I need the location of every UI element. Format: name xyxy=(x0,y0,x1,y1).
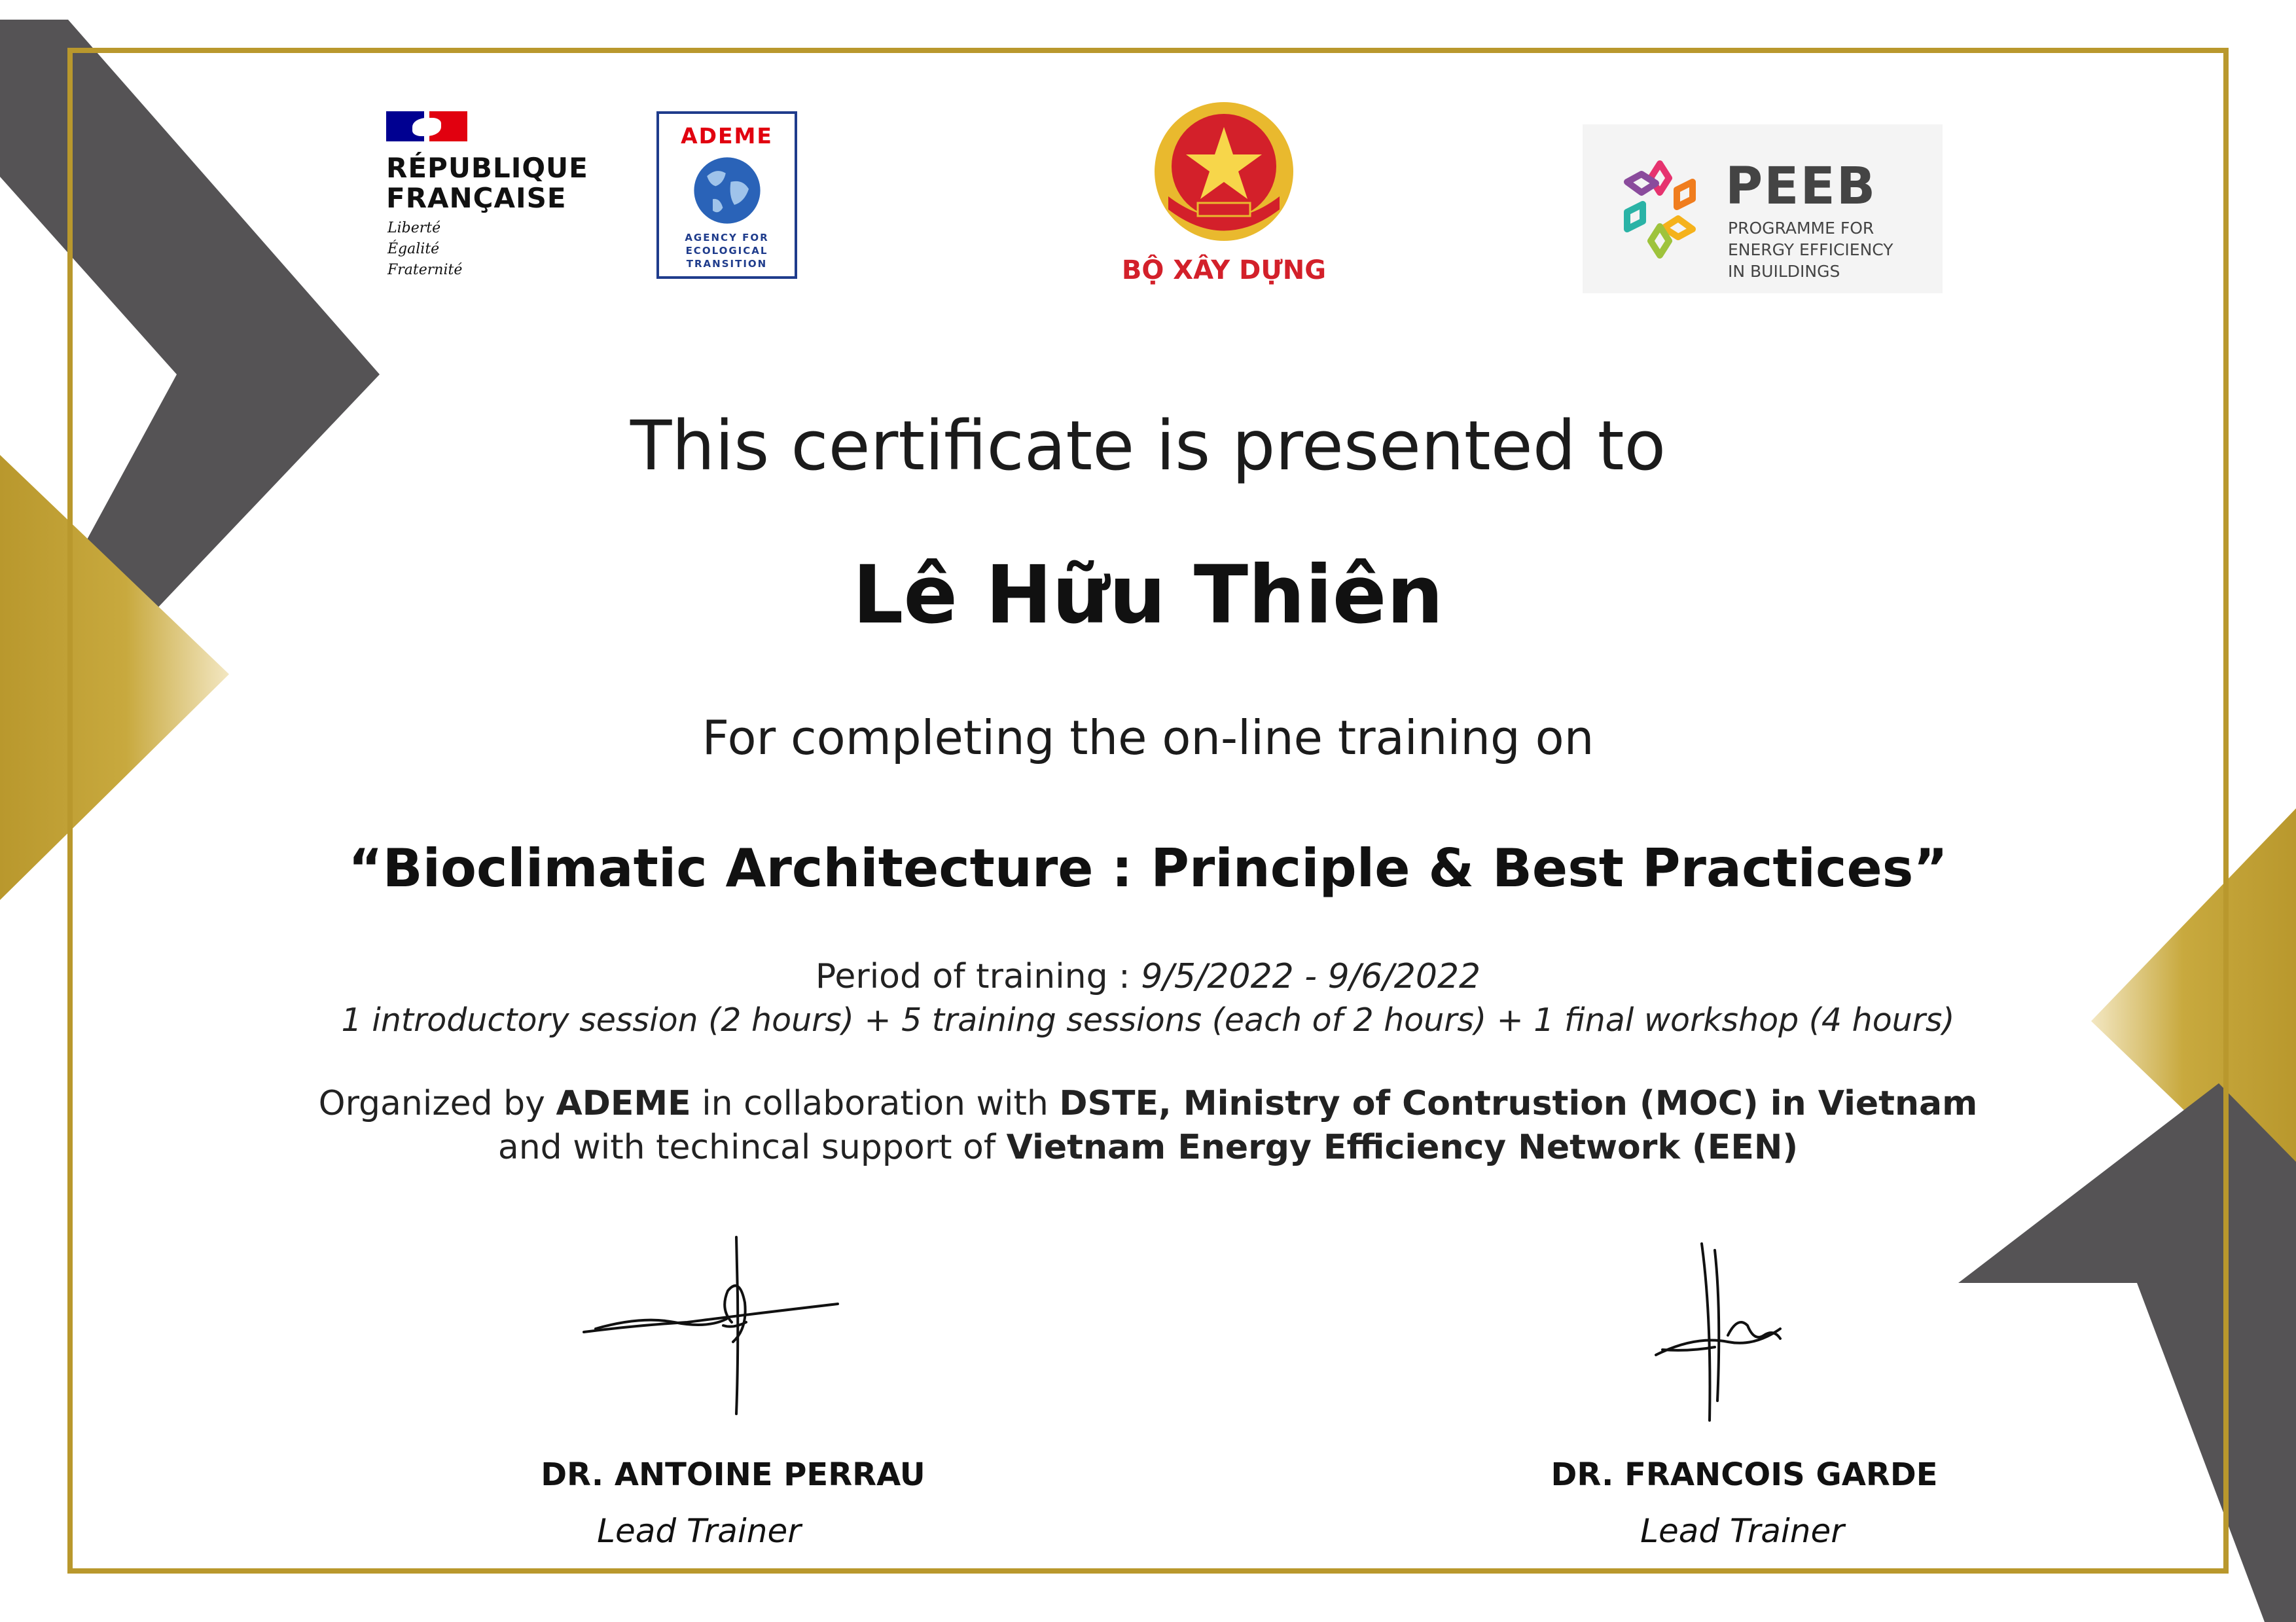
peeb-name: PEEB xyxy=(1725,157,1877,216)
peeb-sub2: ENERGY EFFICIENCY xyxy=(1728,240,1893,259)
bo-xay-dung-name: BỘ XÂY DỰNG xyxy=(1121,255,1327,285)
ademe-sub1: AGENCY FOR xyxy=(685,232,769,243)
rf-line2: FRANÇAISE xyxy=(386,182,567,214)
org-ademe: ADEME xyxy=(556,1084,691,1123)
course-title: “Bioclimatic Architecture : Principle & Best Practices” xyxy=(348,838,1948,899)
rf-motto3: Fraternité xyxy=(387,262,463,278)
signatory-1-role: Lead Trainer xyxy=(597,1512,801,1550)
bo-xay-dung-logo xyxy=(1106,98,1342,295)
signatory-1-name: DR. ANTOINE PERRAU xyxy=(541,1456,925,1493)
org-collab: in collaboration with xyxy=(691,1084,1060,1123)
period-label: Period of training : xyxy=(815,957,1141,996)
organizer-line-1 xyxy=(0,1084,2296,1123)
presented-heading: This certificate is presented to xyxy=(630,406,1666,486)
flag-mark xyxy=(386,111,467,141)
ademe-logo xyxy=(656,111,797,279)
org-dste-moc: DSTE, Ministry of Contrustion (MOC) in Vietnam xyxy=(1059,1084,1978,1123)
peeb-sub3: IN BUILDINGS xyxy=(1728,262,1840,281)
org-support-prefix: and with techincal support of xyxy=(497,1128,1007,1167)
national-emblem-icon xyxy=(1142,98,1306,249)
rf-motto2: Égalité xyxy=(387,241,440,257)
org-een: Vietnam Energy Efficiency Network (EEN) xyxy=(1006,1128,1799,1167)
signature-francois-garde xyxy=(1649,1237,1846,1427)
training-period xyxy=(0,957,2296,996)
ademe-name: ADEME xyxy=(681,123,773,149)
rf-motto1: Liberté xyxy=(387,220,441,236)
peeb-flower-icon xyxy=(1601,151,1719,268)
ademe-sub2: ECOLOGICAL xyxy=(685,245,768,257)
org-prefix: Organized by xyxy=(318,1084,556,1123)
signature-antoine-perrau xyxy=(576,1231,851,1420)
recipient-name: Lê Hữu Thiên xyxy=(852,549,1444,641)
signatory-2-role: Lead Trainer xyxy=(1640,1512,1844,1550)
peeb-sub1: PROGRAMME FOR xyxy=(1728,219,1874,238)
rf-line1: RÉPUBLIQUE xyxy=(386,152,588,184)
ademe-sub3: TRANSITION xyxy=(686,258,768,270)
signatory-2-name: DR. FRANCOIS GARDE xyxy=(1551,1456,1938,1493)
completing-text: For completing the on-line training on xyxy=(702,710,1594,765)
globe-icon xyxy=(691,154,763,226)
republique-francaise-logo xyxy=(386,111,596,288)
peeb-logo xyxy=(1583,124,1943,293)
organizer-line-2 xyxy=(0,1128,2296,1167)
sessions-text: 1 introductory session (2 hours) + 5 training sessions (each of 2 hours) + 1 final workshop (4 hours) xyxy=(341,1001,1955,1039)
period-dates: 9/5/2022 - 9/6/2022 xyxy=(1141,957,1481,996)
